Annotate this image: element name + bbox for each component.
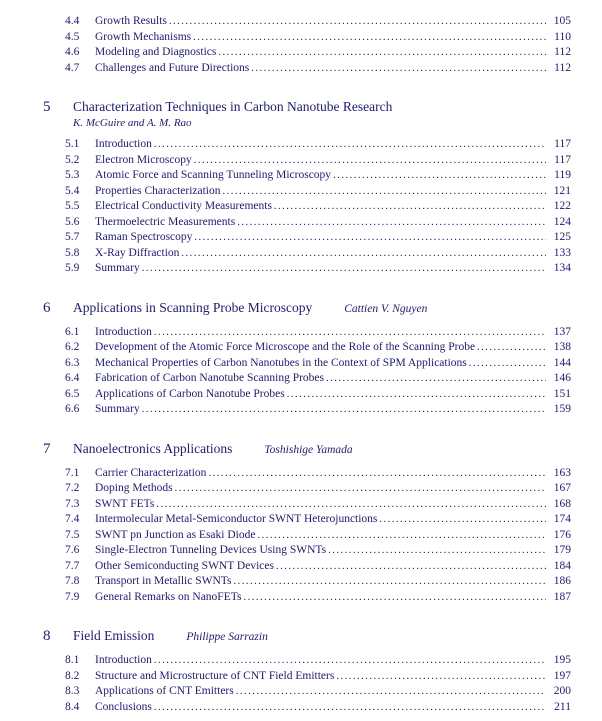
toc-entry (0, 184, 602, 200)
toc-entry (0, 215, 602, 231)
chapter-number: 5 (43, 99, 51, 115)
page-number: 125 (553, 231, 571, 243)
page-number: 112 (554, 46, 571, 58)
chapter-heading (0, 98, 602, 116)
chapter-author: Philippe Sarrazin (186, 631, 268, 643)
page-number: 168 (553, 497, 571, 510)
page-number: 187 (553, 590, 571, 603)
section-number: 5.9 (65, 262, 80, 274)
section-number: 8.3 (65, 685, 80, 697)
dot-leader (328, 543, 546, 559)
page-number: 159 (553, 403, 571, 415)
chapter-8 (0, 627, 602, 715)
toc-entry (0, 402, 602, 418)
page-number: 117 (554, 153, 571, 166)
dot-leader (477, 340, 546, 356)
dot-leader (469, 356, 546, 372)
chapter-author: Cattien V. Nguyen (344, 302, 428, 315)
toc-entry (0, 574, 602, 590)
section-title: Growth Mechanisms (95, 30, 192, 43)
chapter-heading (0, 440, 602, 459)
toc-entry (0, 261, 602, 277)
page-number: 138 (553, 341, 571, 353)
section-number: 7.3 (65, 497, 80, 510)
page-number: 124 (553, 215, 571, 228)
section-title: Summary (95, 403, 140, 415)
page-number: 110 (554, 30, 571, 43)
page-number: 186 (553, 575, 571, 587)
page-number: 197 (553, 669, 571, 682)
section-title: Applications of Carbon Nanotube Probes (95, 387, 285, 400)
section-number: 5.7 (65, 231, 80, 243)
section-title: Fabrication of Carbon Nanotube Scanning Probes (95, 372, 324, 384)
page-number: 146 (553, 372, 571, 384)
toc-entry (0, 246, 602, 262)
dot-leader (379, 512, 546, 528)
dot-leader (326, 371, 546, 387)
chapter-7-sections (0, 466, 602, 606)
section-number: 5.6 (65, 215, 80, 228)
page-number: 134 (553, 262, 571, 274)
page-number: 119 (554, 169, 571, 181)
toc-entry (0, 528, 602, 544)
dot-leader (142, 261, 546, 277)
toc-entry (0, 497, 602, 513)
dot-leader (175, 481, 546, 497)
section-title: Transport in Metallic SWNTs (95, 575, 232, 587)
dot-leader (218, 45, 546, 61)
toc-entry (0, 30, 602, 46)
chapter-6 (0, 299, 602, 418)
dot-leader (223, 184, 547, 200)
toc-entry (0, 356, 602, 372)
section-title: Raman Spectroscopy (95, 231, 193, 243)
dot-leader (333, 168, 546, 184)
section-title: Introduction (95, 138, 152, 150)
dot-leader (237, 215, 546, 231)
dot-leader (156, 497, 546, 513)
page-number: 184 (553, 559, 571, 572)
section-title: Other Semiconducting SWNT Devices (95, 559, 274, 572)
toc-entry (0, 137, 602, 153)
section-number: 5.3 (65, 169, 80, 181)
toc-entry (0, 14, 602, 30)
section-number: 5.2 (65, 153, 80, 166)
chapter-6-sections (0, 325, 602, 418)
toc-entry (0, 669, 602, 685)
dot-leader (142, 402, 546, 418)
dot-leader (287, 387, 546, 403)
dot-leader (181, 246, 546, 262)
chapter-5-sections (0, 137, 602, 277)
dot-leader (194, 153, 546, 169)
toc-entry (0, 199, 602, 215)
page-number: 112 (554, 61, 571, 74)
chapter-5 (0, 98, 602, 277)
section-title: Introduction (95, 654, 152, 666)
page-number: 151 (553, 387, 571, 400)
section-title: SWNT FETs (95, 497, 155, 510)
dot-leader (236, 684, 546, 700)
section-number: 8.2 (65, 669, 80, 682)
page-number: 105 (553, 15, 571, 27)
dot-leader (274, 199, 546, 215)
toc-entry (0, 45, 602, 61)
section-number: 4.7 (65, 61, 80, 74)
section-title: Properties Characterization (95, 184, 221, 197)
page-number: 179 (553, 544, 571, 556)
section-title: Summary (95, 262, 140, 274)
section-title: Doping Methods (95, 482, 173, 494)
section-number: 7.8 (65, 575, 80, 587)
section-title: Single-Electron Tunneling Devices Using SWNTs (95, 544, 327, 556)
section-number: 7.7 (65, 559, 80, 572)
toc-entry (0, 230, 602, 246)
toc-entry (0, 512, 602, 528)
chapter-number: 8 (43, 628, 51, 644)
chapter-number: 6 (43, 299, 51, 316)
dot-leader (154, 653, 546, 669)
section-title: Intermolecular Metal-Semiconductor SWNT Heterojunctions (95, 513, 378, 525)
toc-entry (0, 466, 602, 482)
section-number: 7.6 (65, 544, 80, 556)
dot-leader (233, 574, 546, 590)
section-number: 6.5 (65, 387, 80, 400)
page-number: 211 (554, 700, 571, 713)
section-title: Challenges and Future Directions (95, 61, 250, 74)
section-number: 6.2 (65, 341, 80, 353)
dot-leader (251, 61, 546, 77)
chapter-title: Characterization Techniques in Carbon Nanotube Research (73, 99, 393, 114)
page-number: 174 (553, 513, 571, 525)
section-number: 5.5 (65, 200, 80, 212)
section-title: Introduction (95, 325, 152, 338)
section-number: 7.9 (65, 590, 80, 603)
toc-entry (0, 168, 602, 184)
toc-entry (0, 153, 602, 169)
dot-leader (193, 30, 546, 46)
section-number: 7.1 (65, 466, 80, 479)
section-number: 5.8 (65, 246, 80, 259)
section-title: X-Ray Diffraction (95, 246, 180, 259)
section-title: General Remarks on NanoFETs (95, 590, 242, 603)
page-number: 195 (553, 654, 571, 666)
section-number: 4.4 (65, 15, 80, 27)
toc-entry (0, 325, 602, 341)
chapter-4-sections (0, 14, 602, 76)
page-number: 122 (553, 200, 571, 212)
chapter-author: Toshishige Yamada (264, 443, 353, 456)
section-number: 7.5 (65, 528, 80, 541)
dot-leader (257, 528, 546, 544)
dot-leader (154, 700, 546, 716)
dot-leader (169, 14, 546, 30)
toc-entry (0, 590, 602, 606)
section-title: Modeling and Diagnostics (95, 46, 217, 58)
section-number: 6.4 (65, 372, 80, 384)
toc-entry (0, 340, 602, 356)
section-title: Structure and Microstructure of CNT Field Emitters (95, 669, 335, 682)
toc-entry (0, 543, 602, 559)
section-title: Atomic Force and Scanning Tunneling Microscopy (95, 169, 332, 181)
page-number: 121 (553, 184, 571, 197)
page-number: 117 (554, 138, 571, 150)
chapter-7 (0, 440, 602, 606)
page-number: 137 (553, 325, 571, 338)
chapter-heading (0, 627, 602, 646)
chapter-author: K. McGuire and A. M. Rao (73, 117, 192, 129)
chapter-title: Applications in Scanning Probe Microscopy (73, 299, 313, 315)
chapter-heading (0, 299, 602, 318)
section-number: 5.4 (65, 184, 80, 197)
toc-entry (0, 684, 602, 700)
page-number: 200 (553, 685, 571, 697)
dot-leader (194, 230, 546, 246)
page-number: 167 (553, 482, 571, 494)
section-number: 6.3 (65, 356, 80, 369)
section-number: 6.1 (65, 325, 80, 338)
toc-entry (0, 559, 602, 575)
section-number: 7.2 (65, 482, 80, 494)
section-title: Development of the Atomic Force Microscope and the Role of the Scanning Probe (95, 341, 476, 353)
section-title: SWNT pn Junction as Esaki Diode (95, 528, 256, 541)
section-title: Carrier Characterization (95, 466, 207, 479)
section-number: 4.6 (65, 46, 80, 58)
section-title: Thermoelectric Measurements (95, 215, 236, 228)
section-number: 8.1 (65, 654, 80, 666)
dot-leader (154, 137, 546, 153)
section-title: Conclusions (95, 700, 152, 713)
section-number: 5.1 (65, 138, 80, 150)
section-number: 6.6 (65, 403, 80, 415)
dot-leader (336, 669, 546, 685)
chapter-title: Field Emission (73, 628, 155, 643)
page-number: 133 (553, 246, 571, 259)
page-number: 176 (553, 528, 571, 541)
chapter-title: Nanoelectronics Applications (73, 440, 233, 456)
toc-entry (0, 387, 602, 403)
dot-leader (208, 466, 546, 482)
section-number: 8.4 (65, 700, 80, 713)
section-number: 7.4 (65, 513, 80, 525)
toc-entry (0, 481, 602, 497)
section-title: Applications of CNT Emitters (95, 685, 234, 697)
toc-entry (0, 61, 602, 77)
chapter-8-sections (0, 653, 602, 715)
section-title: Electron Microscopy (95, 153, 192, 166)
section-title: Mechanical Properties of Carbon Nanotubes in the Context of SPM Applications (95, 356, 467, 369)
section-number: 4.5 (65, 30, 80, 43)
toc-entry (0, 371, 602, 387)
dot-leader (154, 325, 546, 341)
page-number: 144 (553, 356, 571, 369)
page-number: 163 (553, 466, 571, 479)
dot-leader (243, 590, 546, 606)
chapter-number: 7 (43, 440, 51, 457)
toc-entry (0, 653, 602, 669)
toc-entry (0, 700, 602, 716)
dot-leader (276, 559, 546, 575)
section-title: Growth Results (95, 15, 167, 27)
section-title: Electrical Conductivity Measurements (95, 200, 272, 212)
